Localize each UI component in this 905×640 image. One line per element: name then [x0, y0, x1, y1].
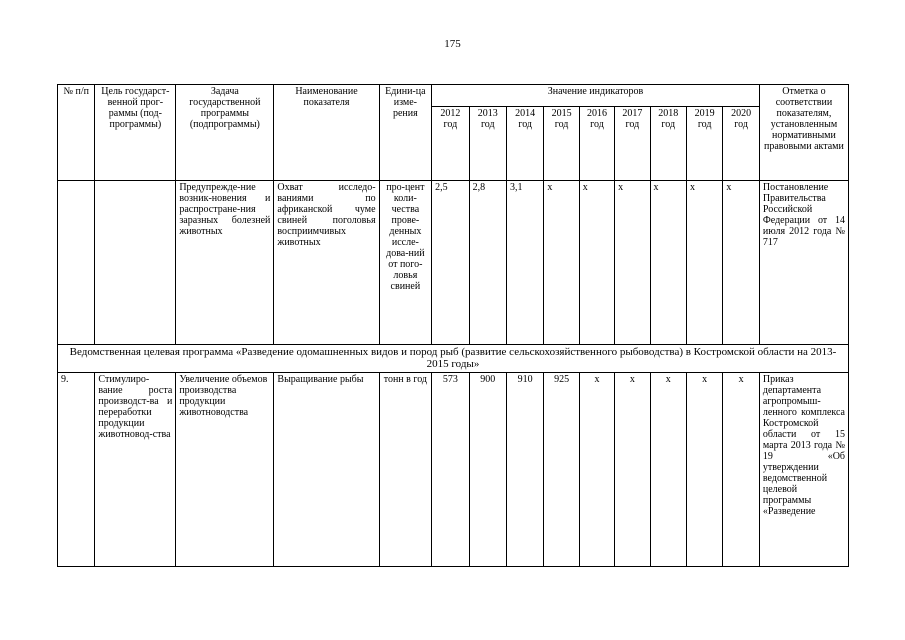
cell-value: 573	[432, 373, 469, 567]
cell-value: 2,5	[432, 181, 469, 345]
header-year: 2017 год	[615, 107, 650, 181]
page-number: 175	[444, 38, 461, 50]
header-unit: Едини-ца изме-рения	[379, 85, 432, 181]
section-title: Ведомственная целевая программа «Разведение одомашненных видов и пород рыб (развитие сельскохозяйственного рыбоводства) в Костромской области на 2013-2015 годы»	[58, 345, 849, 373]
cell-indicator: Выращивание рыбы	[274, 373, 379, 567]
header-values-group: Значение индикаторов	[432, 85, 760, 107]
cell-value: 2,8	[469, 181, 506, 345]
cell-goal	[95, 181, 176, 345]
cell-indicator: Охват исследо-ваниями по африканской чуме свиней поголовья восприимчивых животных	[274, 181, 379, 345]
cell-goal: Стимулиро-вание роста производст-ва и переработки продукции животновод-ства	[95, 373, 176, 567]
cell-value: х	[579, 373, 614, 567]
cell-unit: про-цент коли-чества прове-денных иссле-дова-ний от пого-ловья свиней	[379, 181, 432, 345]
cell-value: х	[723, 181, 760, 345]
cell-num: 9.	[58, 373, 95, 567]
cell-task: Увеличение объемов производства продукции животноводства	[176, 373, 274, 567]
header-row	[58, 85, 849, 107]
header-mark: Отметка о соответствии показателям, установленным нормативными правовыми актами	[759, 85, 848, 181]
cell-value: 900	[469, 373, 506, 567]
header-year: 2012 год	[432, 107, 469, 181]
header-year: 2013 год	[469, 107, 506, 181]
cell-value: х	[544, 181, 579, 345]
cell-value: х	[686, 181, 722, 345]
cell-value: 3,1	[506, 181, 543, 345]
header-indicator: Наименование показателя	[274, 85, 379, 181]
cell-value: 910	[506, 373, 543, 567]
header-year: 2020 год	[723, 107, 760, 181]
cell-num	[58, 181, 95, 345]
indicators-table	[57, 84, 849, 567]
header-num: № п/п	[58, 85, 95, 181]
cell-unit: тонн в год	[379, 373, 432, 567]
table-row	[58, 181, 849, 345]
table-row	[58, 373, 849, 567]
header-year: 2015 год	[544, 107, 579, 181]
header-task: Задача государственной программы (подпрограммы)	[176, 85, 274, 181]
header-year: 2014 год	[506, 107, 543, 181]
cell-value: х	[723, 373, 760, 567]
cell-value: х	[615, 181, 650, 345]
header-year: 2018 год	[650, 107, 686, 181]
header-year: 2019 год	[686, 107, 722, 181]
cell-value: х	[579, 181, 614, 345]
cell-task: Предупрежде-ние возник-новения и распростране-ния заразных болезней животных	[176, 181, 274, 345]
cell-value: х	[686, 373, 722, 567]
cell-value: х	[650, 373, 686, 567]
cell-mark: Постановление Правительства Российской Федерации от 14 июля 2012 года № 717	[759, 181, 848, 345]
cell-value: х	[650, 181, 686, 345]
header-goal: Цель государст-венной прог-раммы (под-программы)	[95, 85, 176, 181]
header-year: 2016 год	[579, 107, 614, 181]
cell-value: 925	[544, 373, 579, 567]
section-row	[58, 345, 849, 373]
cell-value: х	[615, 373, 650, 567]
cell-mark: Приказ департамента агропромыш-ленного комплекса Костромской области от 15 марта 2013 года № 19 «Об утверждении ведомственной целевой программы «Разведение	[759, 373, 848, 567]
